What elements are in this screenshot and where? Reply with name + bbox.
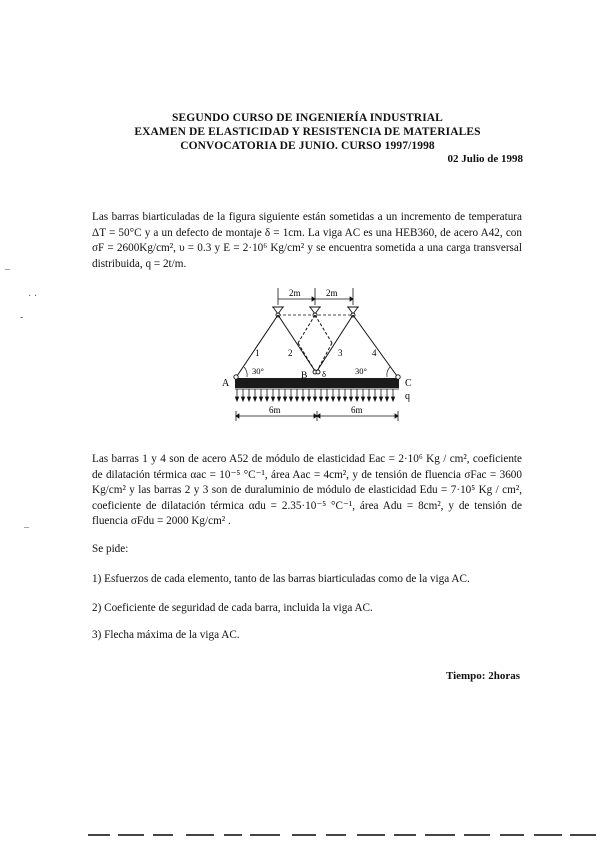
bar-2-label: 2 bbox=[288, 348, 293, 358]
dim-bottom-right: 6m bbox=[351, 405, 363, 415]
load-arrow-head bbox=[385, 397, 388, 401]
load-arrow-head bbox=[391, 397, 394, 401]
scan-dash bbox=[186, 834, 214, 836]
bar-4-label: 4 bbox=[372, 348, 377, 358]
materials-paragraph: Las barras 1 y 4 son de acero A52 de módulo de elasticidad Eac = 2·10⁶ Kg / cm², coeficiente de dilatación térmica αac = 10⁻⁵ °C⁻¹, área Aac = 4cm², y de tensión de fluencia σFac = 3600 Kg/cm² y las barras 2 y 3 son de duraluminio de módulo de elasticidad Edu = 7·10⁵ Kg / cm², coeficiente de dilatación térmica αdu = 2.35·10⁻⁵ °C⁻¹, área Adu = 8cm², y de tensión de fluencia σFdu = 2000 Kg/cm² . bbox=[92, 453, 522, 527]
time-allowed: Tiempo: 2horas bbox=[445, 670, 520, 682]
load-arrow-head bbox=[325, 397, 328, 401]
scan-dash bbox=[88, 834, 110, 836]
angle-right: 30° bbox=[355, 366, 367, 376]
asks-label: Se pide: bbox=[92, 543, 129, 555]
bottom-dimensions bbox=[236, 411, 398, 421]
distributed-load bbox=[235, 389, 399, 401]
load-arrow-head bbox=[373, 397, 376, 401]
load-arrow-head bbox=[349, 397, 352, 401]
load-arrow-head bbox=[343, 397, 346, 401]
load-arrow-head bbox=[319, 397, 322, 401]
intro-paragraph: Las barras biarticuladas de la figura siguiente están sometidas a un incremento de temperatura ΔT = 50°C y a un defecto de montaje δ = 1cm. La viga AC es una HEB360, de acero A42, con σF = 2600Kg/cm², υ = 0.3 y E = 2·10⁶ Kg/cm² y se encuentra sometida a una carga transversal distribuida, q = 2t/m. bbox=[92, 211, 522, 270]
margin-mark: - bbox=[20, 312, 24, 323]
load-arrow-head bbox=[301, 397, 304, 401]
scan-dash bbox=[425, 834, 455, 836]
question-2: 2) Coeficiente de seguridad de cada barra, incluida la viga AC. bbox=[92, 602, 373, 614]
bar-1-label: 1 bbox=[255, 348, 260, 358]
load-arrow-head bbox=[307, 397, 310, 401]
load-arrow-head bbox=[265, 397, 268, 401]
load-arrow-head bbox=[277, 397, 280, 401]
margin-mark: · · bbox=[28, 291, 38, 302]
dim-bottom-left: 6m bbox=[269, 405, 281, 415]
scan-dash bbox=[534, 834, 562, 836]
point-a-label: A bbox=[222, 378, 230, 389]
scan-dash bbox=[153, 834, 173, 836]
scan-dash bbox=[464, 834, 490, 836]
scan-dash bbox=[500, 834, 524, 836]
dim-top-right: 2m bbox=[326, 288, 338, 298]
scan-dash bbox=[570, 834, 596, 836]
scan-dash bbox=[292, 834, 316, 836]
question-1: 1) Esfuerzos de cada elemento, tanto de las barras biarticuladas como de la viga AC. bbox=[92, 573, 470, 585]
header-call: CONVOCATORIA DE JUNIO. CURSO 1997/1998 bbox=[180, 140, 435, 152]
point-b-label: B bbox=[301, 371, 308, 381]
margin-mark: _ bbox=[5, 260, 10, 271]
scan-dash bbox=[224, 834, 242, 836]
load-arrow-head bbox=[253, 397, 256, 401]
delta-label: δ bbox=[322, 369, 327, 379]
beam-ac bbox=[235, 378, 399, 388]
bar-3-label: 3 bbox=[338, 348, 343, 358]
scan-dash bbox=[326, 834, 346, 836]
angle-left: 30° bbox=[252, 366, 264, 376]
question-3: 3) Flecha máxima de la viga AC. bbox=[92, 629, 240, 641]
point-c-label: C bbox=[405, 378, 412, 389]
load-arrow-head bbox=[271, 397, 274, 401]
load-arrow-head bbox=[355, 397, 358, 401]
load-arrow-head bbox=[361, 397, 364, 401]
load-arrow-head bbox=[283, 397, 286, 401]
load-arrow-head bbox=[337, 397, 340, 401]
dim-top-left: 2m bbox=[289, 288, 301, 298]
load-arrow-head bbox=[313, 397, 316, 401]
load-label: q bbox=[405, 391, 410, 402]
margin-mark: _ bbox=[24, 518, 29, 529]
scan-dash bbox=[250, 834, 280, 836]
load-arrow-head bbox=[379, 397, 382, 401]
load-arrow-head bbox=[241, 397, 244, 401]
load-arrow-head bbox=[331, 397, 334, 401]
load-arrow-head bbox=[247, 397, 250, 401]
exam-date: 02 Julio de 1998 bbox=[447, 153, 523, 165]
load-arrow-head bbox=[289, 397, 292, 401]
scan-dash bbox=[118, 834, 144, 836]
load-arrow-head bbox=[367, 397, 370, 401]
structure-figure bbox=[215, 283, 420, 428]
scan-dash bbox=[394, 834, 416, 836]
load-arrow-head bbox=[235, 397, 238, 401]
scan-dash bbox=[357, 834, 385, 836]
load-arrow-head bbox=[295, 397, 298, 401]
header-exam: EXAMEN DE ELASTICIDAD Y RESISTENCIA DE MATERIALES bbox=[134, 126, 481, 138]
load-arrow-head bbox=[259, 397, 262, 401]
header-course: SEGUNDO CURSO DE INGENIERÍA INDUSTRIAL bbox=[172, 112, 443, 124]
